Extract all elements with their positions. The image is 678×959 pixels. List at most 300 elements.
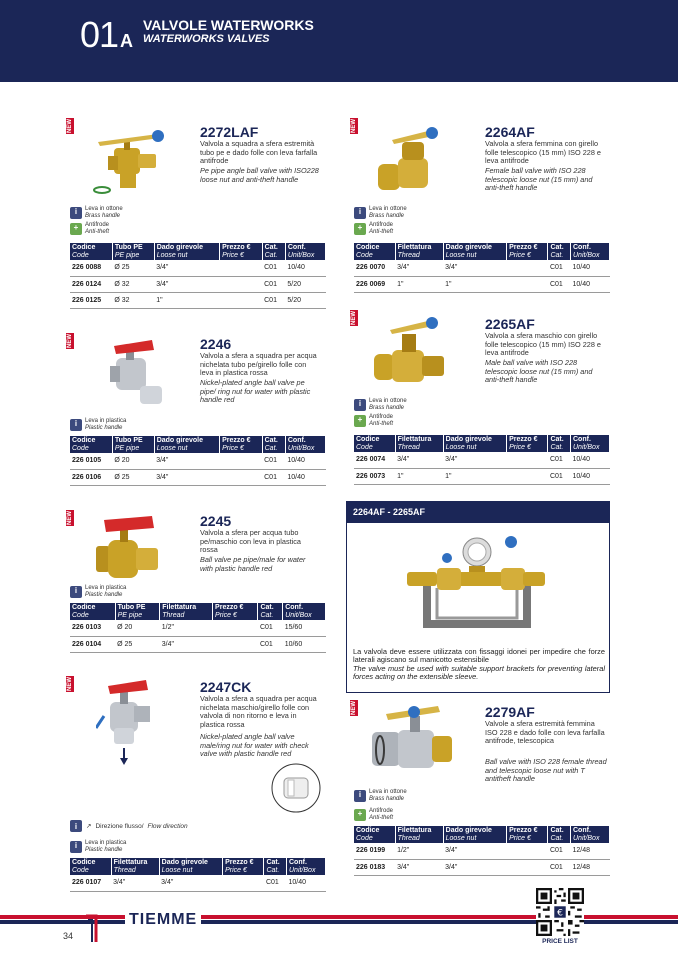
new-badge: NEW [67, 334, 73, 348]
column-header [70, 436, 112, 453]
column-header-label-en: Cat. [550, 443, 564, 451]
feature-label-en: Anti-theft [369, 420, 394, 427]
column-header-label: Codice [356, 827, 380, 834]
column-header-label: Prezzo € [509, 436, 538, 443]
table-cell: C01 [548, 843, 571, 859]
feature-plastic-handle [70, 585, 126, 598]
table-cell: C01 [262, 453, 285, 469]
column-header [507, 435, 548, 452]
product-article-code: 226 0125 [70, 292, 112, 308]
column-header [115, 603, 160, 620]
column-header-label-en: Price € [222, 444, 244, 452]
column-header [395, 243, 443, 260]
table-cell: Ø 20 [112, 453, 154, 469]
feature-label-en: Brass handle [369, 212, 405, 219]
table-row [354, 452, 610, 468]
table-cell: 3/4" [111, 875, 159, 891]
column-header-label-en: Unit/Box [573, 834, 600, 842]
table-cell [507, 452, 548, 468]
product-description-it: Valvola a sfera femmina con girello folle telescopico (15 mm) ISO 228 e leva antifrode [485, 139, 601, 166]
table-header-row [354, 826, 610, 843]
table-header-row [70, 603, 326, 620]
flow-label-en: Flow direction [147, 822, 188, 830]
new-badge: NEW [351, 701, 357, 715]
footer-hook [84, 914, 100, 944]
column-header-label: Codice [72, 859, 96, 866]
column-header-label-en: Thread [397, 443, 420, 451]
column-header-label-en: Unit/Box [287, 444, 315, 452]
table-cell: 10/60 [283, 636, 326, 652]
table-cell [213, 636, 258, 652]
column-header-label-en: Cat. [266, 866, 280, 874]
table-cell [507, 468, 548, 484]
table-cell: C01 [548, 468, 571, 484]
product-description-it: Valvola a sfera a squadra per acqua nichelata maschio/girello folle con valvola di non ritorno e leva in plastica rossa [200, 694, 317, 729]
feature-label: Leva in ottone [369, 398, 407, 404]
column-header-label: Dado girevole [156, 244, 203, 251]
feature-brass-handle [354, 206, 407, 219]
column-header-label-en: Code [72, 444, 89, 452]
column-header-label: Prezzo € [222, 437, 251, 444]
column-header-label: Codice [356, 436, 380, 443]
column-header-label-en: Price € [509, 251, 531, 259]
column-header-label-en: Cat. [260, 611, 274, 619]
column-header-label: Prezzo € [509, 827, 538, 834]
column-header [154, 243, 219, 260]
feature-label-en: Anti-theft [369, 228, 394, 235]
column-header [70, 243, 112, 260]
product-code: 2265AF [485, 316, 535, 332]
column-header [213, 603, 258, 620]
product-article-code: 226 0073 [354, 468, 395, 484]
column-header [507, 243, 548, 260]
column-header-label-en: Price € [215, 611, 237, 619]
table-cell: 1" [443, 276, 506, 292]
table-cell: 10/40 [571, 276, 610, 292]
feature-label-en: Plastic handle [85, 424, 123, 431]
product-description-en: Pe pipe angle ball valve with ISO228 loose nut and anti-theft handle [200, 166, 319, 184]
feature-anti-theft [70, 222, 109, 235]
column-header-label: Dado girevole [156, 437, 203, 444]
column-header-label-en: Cat. [264, 251, 278, 259]
product-description-en: Female ball valve with ISO 228 telescopic loose nut (15 mm) and anti-theft handle [485, 166, 593, 193]
column-header-label: Prezzo € [215, 604, 244, 611]
column-header-label: Dado girevole [161, 859, 208, 866]
table-cell: 10/40 [285, 469, 325, 485]
column-header [571, 243, 610, 260]
feature-label: Leva in ottone [369, 789, 407, 795]
column-header [548, 435, 571, 452]
feature-label: Leva in plastica [85, 418, 127, 424]
column-header [287, 858, 326, 875]
page-number: 34 [63, 931, 74, 941]
feature-brass-handle [354, 398, 407, 411]
table-header-row [354, 435, 610, 452]
price-list-label: PRICE LIST [542, 938, 578, 945]
info-icon: i [70, 820, 82, 832]
table-cell: C01 [262, 276, 285, 292]
column-header-label: Conf. [287, 437, 306, 444]
column-header-label-en: Code [356, 443, 373, 451]
column-header-label: Prezzo € [222, 244, 251, 251]
product-description-it: Valvola a squadra a sfera estremità tubo pe e dado folle con leva farfalla antifrode [200, 139, 318, 166]
column-header-label: Filettatura [397, 244, 432, 251]
feature-plastic-handle [70, 840, 126, 853]
product-image-2245 [92, 510, 168, 586]
column-header-label: Cat. [266, 859, 280, 866]
product-article-code: 226 0107 [70, 875, 111, 891]
table-cell: 3/4" [443, 843, 506, 859]
product-description-it: Valvola a sfera a squadra per acqua nichelata tubo pe/girello folle con leva in plastica rossa [200, 351, 317, 378]
column-header-label-en: Cat. [264, 444, 278, 452]
column-header-label-en: Thread [113, 866, 136, 874]
new-badge: NEW [67, 511, 73, 525]
feature-label-en: Brass handle [369, 404, 405, 411]
table-cell: 3/4" [160, 636, 213, 652]
table-row [354, 260, 610, 276]
table-cell: 3/4" [159, 875, 222, 891]
product-table-2272laf [70, 243, 326, 309]
column-header-label-en: Loose nut [161, 866, 193, 874]
table-cell: Ø 32 [112, 276, 154, 292]
column-header-label-en: Code [356, 834, 373, 842]
column-header-label-en: Unit/Box [573, 251, 600, 259]
column-header-label-en: Code [72, 866, 89, 874]
column-header [285, 436, 325, 453]
installation-image [407, 528, 547, 644]
table-cell: Ø 25 [112, 469, 154, 485]
column-header [262, 436, 285, 453]
new-badge: NEW [67, 119, 73, 133]
section-subtitle: WATERWORKS VALVES [143, 33, 270, 45]
product-article-code: 226 0183 [354, 859, 395, 875]
table-cell [220, 260, 263, 276]
table-cell: 12/48 [571, 859, 610, 875]
table-cell [220, 453, 263, 469]
product-table-2265af [354, 435, 610, 485]
product-code: 2264AF [485, 124, 535, 140]
column-header-label-en: Code [72, 251, 89, 259]
column-header [507, 826, 548, 843]
installation-note-box [346, 501, 610, 693]
table-cell [220, 276, 263, 292]
column-header-label: Filettatura [397, 827, 432, 834]
table-cell: 5/20 [285, 276, 325, 292]
table-cell: C01 [548, 260, 571, 276]
column-header-label-en: Thread [397, 834, 420, 842]
info-icon: i [354, 790, 366, 802]
table-cell: 3/4" [395, 452, 443, 468]
table-row [354, 468, 610, 484]
feature-brass-handle [70, 206, 123, 219]
table-cell: 1" [395, 276, 443, 292]
column-header [70, 603, 115, 620]
table-row [70, 276, 326, 292]
column-header-label: Cat. [264, 244, 278, 251]
column-header-label-en: Loose nut [156, 251, 188, 259]
table-cell [507, 276, 548, 292]
table-cell: 3/4" [443, 260, 506, 276]
product-table-2264af [354, 243, 610, 293]
product-description-en: Male ball valve with ISO 228 telescopic loose nut (15 mm) and anti-theft handle [485, 358, 593, 385]
plus-icon: + [70, 223, 82, 235]
section-letter: A [120, 31, 133, 51]
info-icon: i [354, 207, 366, 219]
feature-label: Antifrode [369, 414, 394, 420]
column-header-label-en: Cat. [550, 834, 564, 842]
table-cell: 1/2" [160, 620, 213, 636]
section-title: VALVOLE WATERWORKS [143, 17, 314, 33]
column-header-label-en: Code [72, 611, 89, 619]
column-header-label: Conf. [289, 859, 307, 866]
table-row [70, 453, 326, 469]
column-header [354, 243, 395, 260]
column-header [220, 436, 263, 453]
feature-label-en: Plastic handle [85, 591, 123, 598]
feature-label: Antifrode [369, 808, 394, 814]
product-article-code: 226 0105 [70, 453, 112, 469]
product-table-2247ck [70, 858, 326, 892]
table-cell: 10/40 [571, 452, 610, 468]
table-cell: Ø 25 [115, 636, 160, 652]
column-header-label-en: PE pipe [117, 611, 143, 619]
column-header-label: Prezzo € [509, 244, 538, 251]
table-cell: 3/4" [443, 859, 506, 875]
table-cell: 3/4" [154, 453, 219, 469]
product-code: 2247CK [200, 679, 252, 695]
column-header-label-en: Unit/Box [573, 443, 600, 451]
table-cell: 3/4" [395, 260, 443, 276]
column-header-label: Conf. [573, 827, 591, 834]
table-cell: 1/2" [395, 843, 443, 859]
product-table-2279af [354, 826, 610, 876]
product-article-code: 226 0069 [354, 276, 395, 292]
table-cell: C01 [264, 875, 287, 891]
table-cell [507, 260, 548, 276]
feature-brass-handle [354, 789, 407, 802]
table-cell: 3/4" [154, 469, 219, 485]
info-box-text [353, 648, 605, 682]
column-header-label: Filettatura [113, 859, 148, 866]
column-header-label-en: Price € [509, 834, 531, 842]
info-icon: i [354, 399, 366, 411]
feature-anti-theft [354, 808, 393, 821]
column-header-label: Tubo PE [114, 244, 143, 251]
column-header-label-en: Loose nut [445, 443, 477, 451]
column-header [548, 826, 571, 843]
product-description-it: Valvola a sfera per acqua tubo pe/maschio con leva in plastica rossa [200, 528, 301, 555]
new-badge: NEW [351, 119, 357, 133]
column-header-label: Dado girevole [445, 436, 492, 443]
column-header-label: Codice [356, 244, 380, 251]
column-header [112, 436, 154, 453]
column-header-label: Cat. [264, 437, 278, 444]
feature-label-en: Anti-theft [85, 228, 110, 235]
product-description-it: Valvole a sfera estremità femmina ISO 228 e dado folle con leva farfalla antifrode, telescopica [485, 719, 605, 746]
price-list-qr-code[interactable] [536, 888, 584, 936]
column-header [395, 826, 443, 843]
column-header-label: Filettatura [162, 604, 197, 611]
table-cell: C01 [548, 452, 571, 468]
column-header-label-en: Unit/Box [285, 611, 312, 619]
feature-label-en: Brass handle [85, 212, 121, 219]
column-header-label-en: Cat. [550, 251, 564, 259]
column-header-label: Codice [72, 244, 96, 251]
column-header-label-en: Price € [225, 866, 247, 874]
product-image-2265af [370, 314, 454, 394]
table-cell: 3/4" [443, 452, 506, 468]
table-cell: C01 [258, 636, 283, 652]
column-header-label: Codice [72, 604, 96, 611]
info-text-it: La valvola deve essere utilizzata con fissaggi idonei per impedire che forze laterali agiscano sul manicotto estensibile [353, 647, 605, 665]
table-header-row [70, 858, 326, 875]
table-cell [213, 620, 258, 636]
column-header [220, 243, 263, 260]
column-header-label-en: Code [356, 251, 373, 259]
column-header-label: Dado girevole [445, 244, 492, 251]
page-header [0, 0, 678, 82]
column-header [548, 243, 571, 260]
info-icon: i [70, 207, 82, 219]
column-header [395, 435, 443, 452]
column-header-label: Conf. [285, 604, 304, 611]
table-cell [507, 843, 548, 859]
table-cell: 5/20 [285, 292, 325, 308]
product-description-en: Nickel-plated angle ball valve male/ring nut for water with check valve with plastic handle red [200, 732, 309, 759]
flow-direction-note [70, 820, 188, 832]
table-header-row [70, 436, 326, 453]
column-header [112, 243, 154, 260]
column-header [154, 436, 219, 453]
column-header-label: Filettatura [397, 436, 432, 443]
product-image-2272laf [88, 120, 174, 196]
product-article-code: 226 0124 [70, 276, 112, 292]
info-icon: i [70, 419, 82, 431]
product-table-2245 [70, 603, 326, 653]
column-header [571, 826, 610, 843]
product-article-code: 226 0104 [70, 636, 115, 652]
product-article-code: 226 0103 [70, 620, 115, 636]
column-header-label: Cat. [550, 244, 564, 251]
column-header [70, 858, 111, 875]
column-header-label-en: Thread [162, 611, 185, 619]
svg-text:€: € [557, 908, 563, 919]
info-box-title: 2264AF - 2265AF [347, 502, 609, 523]
table-cell: C01 [262, 260, 285, 276]
feature-label-en: Anti-theft [369, 814, 394, 821]
feature-label: Antifrode [369, 222, 394, 228]
column-header-label: Cat. [550, 827, 564, 834]
table-cell: 15/60 [283, 620, 326, 636]
feature-label: Leva in plastica [85, 585, 127, 591]
table-cell: 3/4" [154, 260, 219, 276]
product-image-2246 [100, 336, 170, 406]
table-cell: Ø 32 [112, 292, 154, 308]
table-header-row [354, 243, 610, 260]
info-icon: i [70, 586, 82, 598]
table-cell: 10/40 [571, 468, 610, 484]
table-cell [223, 875, 264, 891]
column-header [354, 826, 395, 843]
product-image-2247ck [96, 676, 162, 766]
feature-anti-theft [354, 414, 393, 427]
column-header [159, 858, 222, 875]
column-header [443, 435, 506, 452]
table-cell: C01 [258, 620, 283, 636]
table-row [70, 292, 326, 308]
column-header-label-en: Thread [397, 251, 420, 259]
feature-label-en: Plastic handle [85, 846, 123, 853]
table-row [354, 843, 610, 859]
table-row [70, 875, 326, 891]
column-header-label: Cat. [260, 604, 274, 611]
product-description-en: Nickel-plated angle ball valve pe pipe/ ring nut for water with plastic handle red [200, 378, 311, 405]
info-icon: i [70, 841, 82, 853]
table-cell: 12/48 [571, 843, 610, 859]
table-cell: 3/4" [154, 276, 219, 292]
product-code: 2279AF [485, 704, 535, 720]
table-cell [220, 292, 263, 308]
column-header-label-en: Price € [222, 251, 244, 259]
arrow-icon: ↗ [86, 823, 92, 830]
table-row [70, 469, 326, 485]
column-header [354, 435, 395, 452]
product-article-code: 226 0106 [70, 469, 112, 485]
check-valve-image [270, 762, 322, 814]
column-header-label: Conf. [573, 244, 591, 251]
column-header-label-en: Loose nut [445, 251, 477, 259]
column-header-label: Cat. [550, 436, 564, 443]
table-cell: Ø 20 [115, 620, 160, 636]
product-article-code: 226 0199 [354, 843, 395, 859]
table-row [70, 636, 326, 652]
column-header [571, 435, 610, 452]
column-header-label: Tubo PE [114, 437, 143, 444]
column-header-label: Tubo PE [117, 604, 146, 611]
section-number: 01 [80, 14, 119, 55]
product-image-2279af [368, 702, 458, 780]
plus-icon: + [354, 415, 366, 427]
table-cell: 1" [154, 292, 219, 308]
plus-icon: + [354, 809, 366, 821]
table-cell: 3/4" [395, 859, 443, 875]
column-header [443, 243, 506, 260]
table-cell: C01 [548, 859, 571, 875]
column-header-label: Conf. [287, 244, 306, 251]
product-article-code: 226 0074 [354, 452, 395, 468]
table-cell: C01 [262, 292, 285, 308]
table-header-row [70, 243, 326, 260]
table-row [354, 276, 610, 292]
column-header [285, 243, 325, 260]
table-row [70, 260, 326, 276]
column-header [111, 858, 159, 875]
column-header-label-en: Loose nut [156, 444, 188, 452]
column-header [258, 603, 283, 620]
product-image-2264af [372, 120, 452, 200]
column-header-label: Prezzo € [225, 859, 254, 866]
product-description-it: Valvola a sfera maschio con girello folle telescopico (15 mm) ISO 228 e leva antifrode [485, 331, 601, 358]
table-cell: C01 [262, 469, 285, 485]
column-header-label: Codice [72, 437, 96, 444]
column-header [262, 243, 285, 260]
feature-label: Leva in ottone [369, 206, 407, 212]
table-cell [220, 469, 263, 485]
column-header [443, 826, 506, 843]
column-header-label-en: Unit/Box [287, 251, 315, 259]
feature-plastic-handle [70, 418, 126, 431]
feature-label: Leva in ottone [85, 206, 123, 212]
